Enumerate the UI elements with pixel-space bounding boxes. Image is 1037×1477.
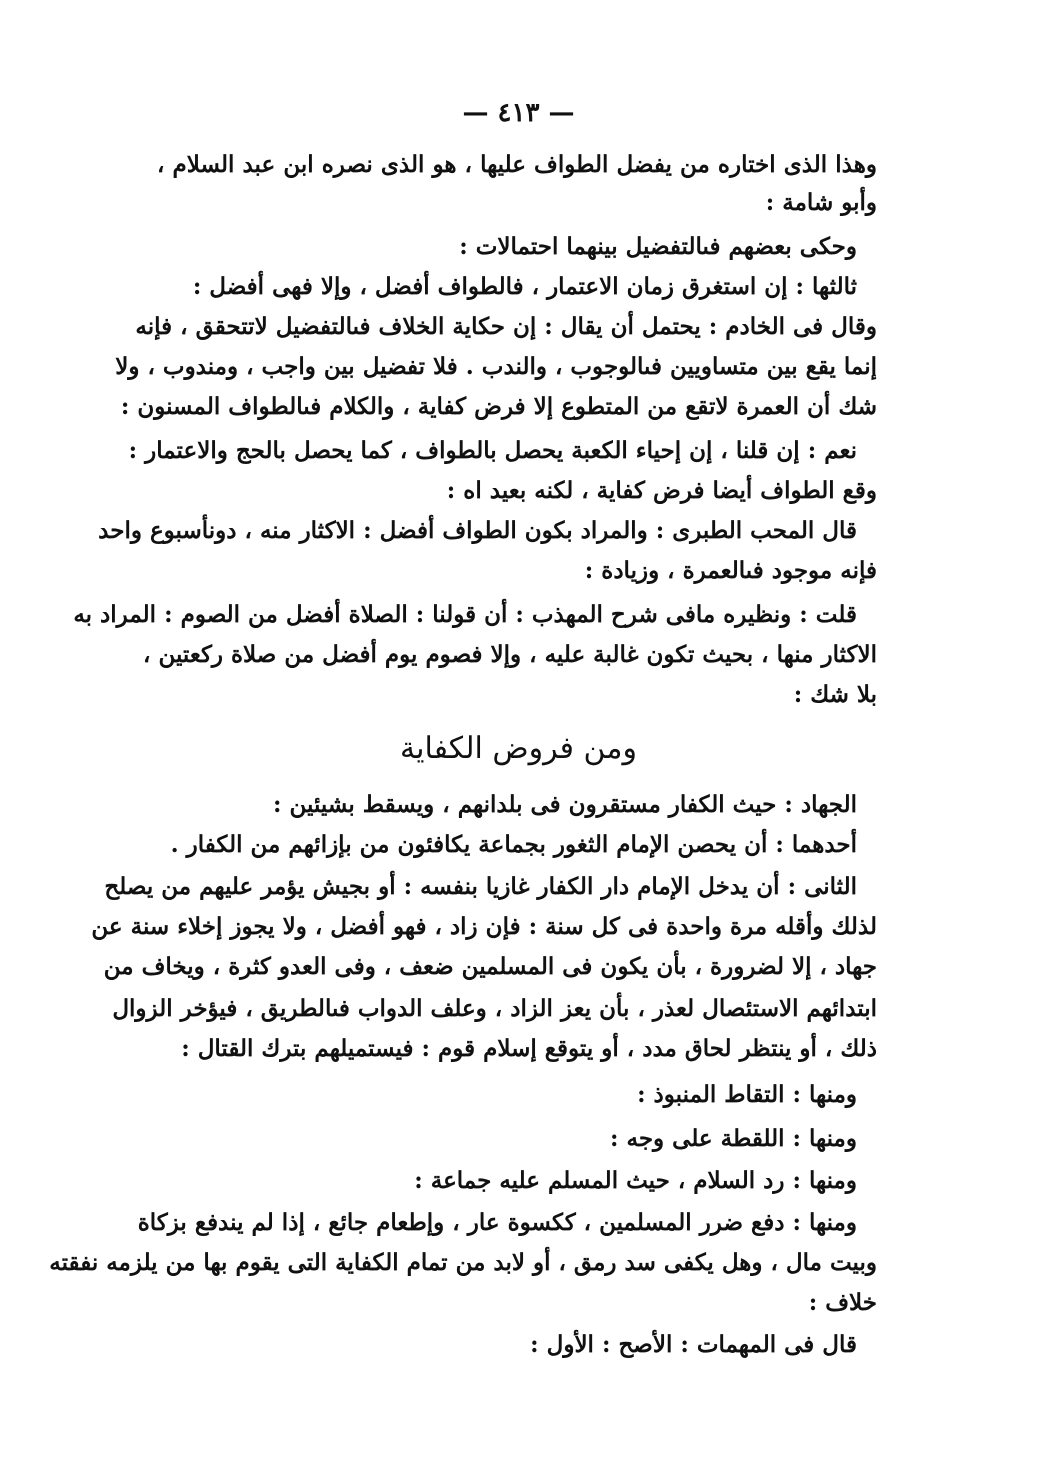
text-line: شك أن العمرة لاتقع من المتطوع إلا فرض كفاية ، والكلام فىالطواف المسنون : — [120, 393, 877, 420]
text-line: وقع الطواف أيضا فرض كفاية ، لكنه بعيد اه : — [446, 477, 877, 504]
text-line: نعم : إن قلنا ، إن إحياء الكعبة يحصل بالطواف ، كما يحصل بالحج والاعتمار : — [128, 437, 857, 464]
text-line: بلا شك : — [793, 681, 877, 708]
text-line: وهذا الذى اختاره من يفضل الطواف عليها ، هو الذى نصره ابن عبد السلام ، — [157, 151, 877, 178]
text-line: الاكثار منها ، بحيث تكون غالبة عليه ، وإلا فصوم يوم أفضل من صلاة ركعتين ، — [143, 641, 877, 668]
text-line: الثانى : أن يدخل الإمام دار الكفار غازيا بنفسه : أو بجيش يؤمر عليهم من يصلح — [104, 873, 857, 900]
text-line: ثالثها : إن استغرق زمان الاعتمار ، فالطواف أفضل ، وإلا فهى أفضل : — [192, 273, 857, 300]
text-line: وأبو شامة : — [765, 189, 877, 216]
text-line: ابتدائهم الاستئصال لعذر ، بأن يعز الزاد ، وعلف الدواب فىالطريق ، فيؤخر الزوال — [112, 995, 877, 1022]
text-line: جهاد ، إلا لضرورة ، بأن يكون فى المسلمين ضعف ، وفى العدو كثرة ، ويخاف من — [103, 953, 877, 980]
text-line: لذلك وأقله مرة واحدة فى كل سنة : فإن زاد ، فهو أفضل ، ولا يجوز إخلاء سنة عن — [91, 913, 877, 940]
text-line: ومنها : رد السلام ، حيث المسلم عليه جماعة : — [414, 1167, 857, 1194]
text-line: ومنها : التقاط المنبوذ : — [637, 1081, 857, 1108]
text-line: قلت : ونظيره مافى شرح المهذب : أن قولنا : الصلاة أفضل من الصوم : المراد به — [73, 601, 857, 628]
text-line: وبيت مال ، وهل يكفى سد رمق ، أو لابد من تمام الكفاية التى يقوم بها من يلزمه نفقته — [49, 1249, 877, 1276]
text-line: قال المحب الطبرى : والمراد بكون الطواف أفضل : الاكثار منه ، دونأسبوع واحد — [98, 517, 857, 544]
text-line: إنما يقع بين متساويين فىالوجوب ، والندب . فلا تفضيل بين واجب ، ومندوب ، ولا — [115, 353, 877, 380]
text-line: وحكى بعضهم فىالتفضيل بينهما احتمالات : — [459, 233, 857, 260]
text-line: الجهاد : حيث الكفار مستقرون فى بلدانهم ، ويسقط بشيئين : — [273, 791, 857, 818]
text-line: خلاف : — [808, 1289, 877, 1316]
page-number: — ٤١٣ — — [462, 98, 575, 128]
text-line: وقال فى الخادم : يحتمل أن يقال : إن حكاية الخلاف فىالتفضيل لاتتحقق ، فإنه — [135, 313, 877, 340]
text-line: ومنها : دفع ضرر المسلمين ، ككسوة عار ، وإطعام جائع ، إذا لم يندفع بزكاة — [137, 1209, 857, 1236]
text-line: أحدهما : أن يحصن الإمام الثغور بجماعة يكافئون من بإزائهم من الكفار . — [170, 831, 857, 858]
text-line: قال فى المهمات : الأصح : الأول : — [530, 1331, 857, 1358]
text-line: فإنه موجود فىالعمرة ، وزيادة : — [584, 557, 877, 584]
text-line: ومنها : اللقطة على وجه : — [609, 1125, 857, 1152]
section-heading: ومن فروض الكفاية — [400, 731, 637, 766]
text-line: ذلك ، أو ينتظر لحاق مدد ، أو يتوقع إسلام قوم : فيستميلهم بترك القتال : — [181, 1035, 877, 1062]
